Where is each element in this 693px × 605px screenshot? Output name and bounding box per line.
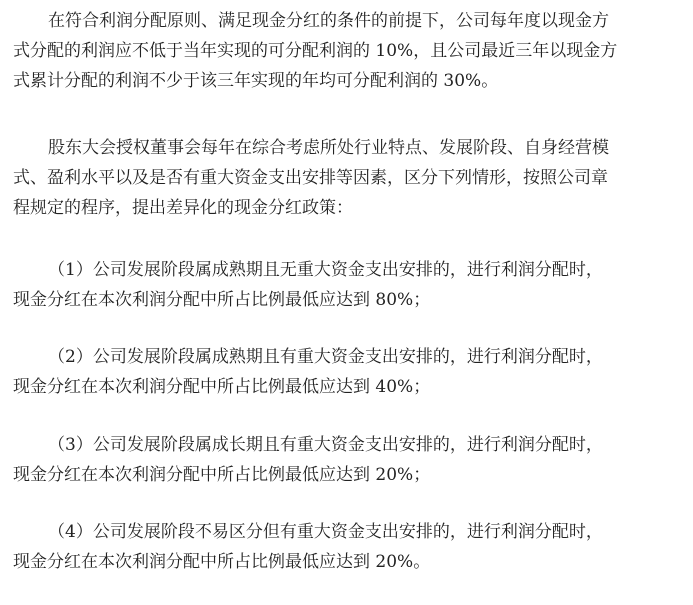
paragraph-line: 现金分红在本次利润分配中所占比例最低应达到 20%。: [13, 552, 431, 572]
paragraph-line: （3）公司发展阶段属成长期且有重大资金支出安排的，进行利润分配时，: [48, 435, 603, 455]
paragraph-line: 股东大会授权董事会每年在综合考虑所处行业特点、发展阶段、自身经营模: [48, 138, 609, 158]
paragraph-line: 在符合利润分配原则、满足现金分红的条件的前提下，公司每年度以现金方: [48, 11, 609, 31]
paragraph-line: 式累计分配的利润不少于该三年实现的年均可分配利润的 30%。: [13, 71, 499, 91]
paragraph-board-authorization: [13, 133, 683, 223]
paragraph-line: 现金分红在本次利润分配中所占比例最低应达到 40%；: [13, 377, 431, 397]
paragraph-line: 现金分红在本次利润分配中所占比例最低应达到 20%；: [13, 465, 431, 485]
list-item-case-2: [13, 342, 683, 402]
paragraph-line: 现金分红在本次利润分配中所占比例最低应达到 80%；: [13, 290, 431, 310]
list-item-case-4: [13, 517, 683, 577]
list-item-case-3: [13, 430, 683, 490]
list-item-case-1: [13, 255, 683, 315]
paragraph-line: （4）公司发展阶段不易区分但有重大资金支出安排的，进行利润分配时，: [48, 522, 603, 542]
paragraph-line: （1）公司发展阶段属成熟期且无重大资金支出安排的，进行利润分配时，: [48, 260, 603, 280]
paragraph-line: 式、盈利水平以及是否有重大资金支出安排等因素，区分下列情形，按照公司章: [13, 168, 608, 188]
paragraph-line: （2）公司发展阶段属成熟期且有重大资金支出安排的，进行利润分配时，: [48, 347, 603, 367]
paragraph-line: 程规定的程序，提出差异化的现金分红政策：: [13, 198, 353, 218]
paragraph-line: 式分配的利润应不低于当年实现的可分配利润的 10%，且公司最近三年以现金方: [13, 41, 618, 61]
paragraph-cash-dividend-conditions: [13, 6, 683, 96]
